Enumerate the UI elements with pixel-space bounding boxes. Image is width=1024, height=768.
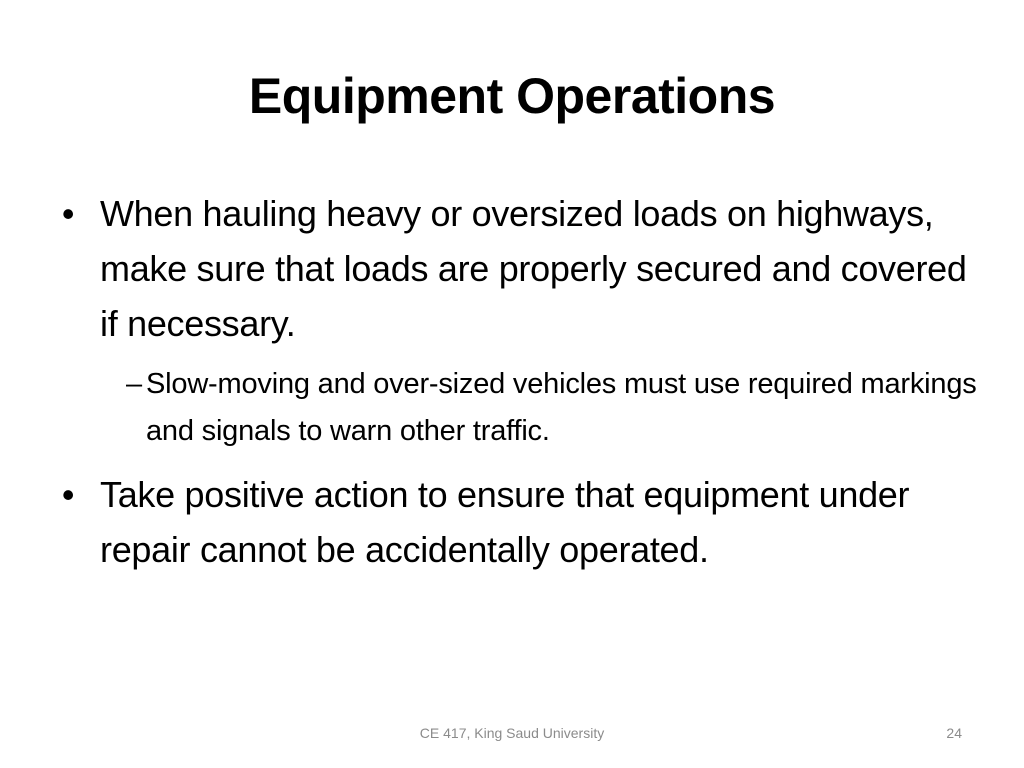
slide-content bbox=[58, 186, 978, 577]
footer-page-number: 24 bbox=[946, 725, 962, 741]
slide-title: Equipment Operations bbox=[248, 68, 776, 124]
sub-bullet-marker: – bbox=[126, 368, 142, 400]
footer-course: CE 417, King Saud University bbox=[419, 725, 605, 741]
sub-bullet-text: Slow-moving and over-sized vehicles must use required markings and signals to warn other traffic. bbox=[146, 368, 977, 447]
bullet-item-hauling bbox=[58, 186, 978, 351]
bullet-text: When hauling heavy or oversized loads on highways, make sure that loads are properly secured and covered if necessary. bbox=[100, 193, 967, 344]
bullet-item-repair bbox=[58, 467, 978, 577]
bullet-text: Take positive action to ensure that equipment under repair cannot be accidentally operated. bbox=[100, 474, 910, 570]
bullet-marker: • bbox=[61, 474, 75, 515]
bullet-marker: • bbox=[61, 193, 75, 234]
sub-bullet-item-vehicles bbox=[126, 361, 978, 455]
